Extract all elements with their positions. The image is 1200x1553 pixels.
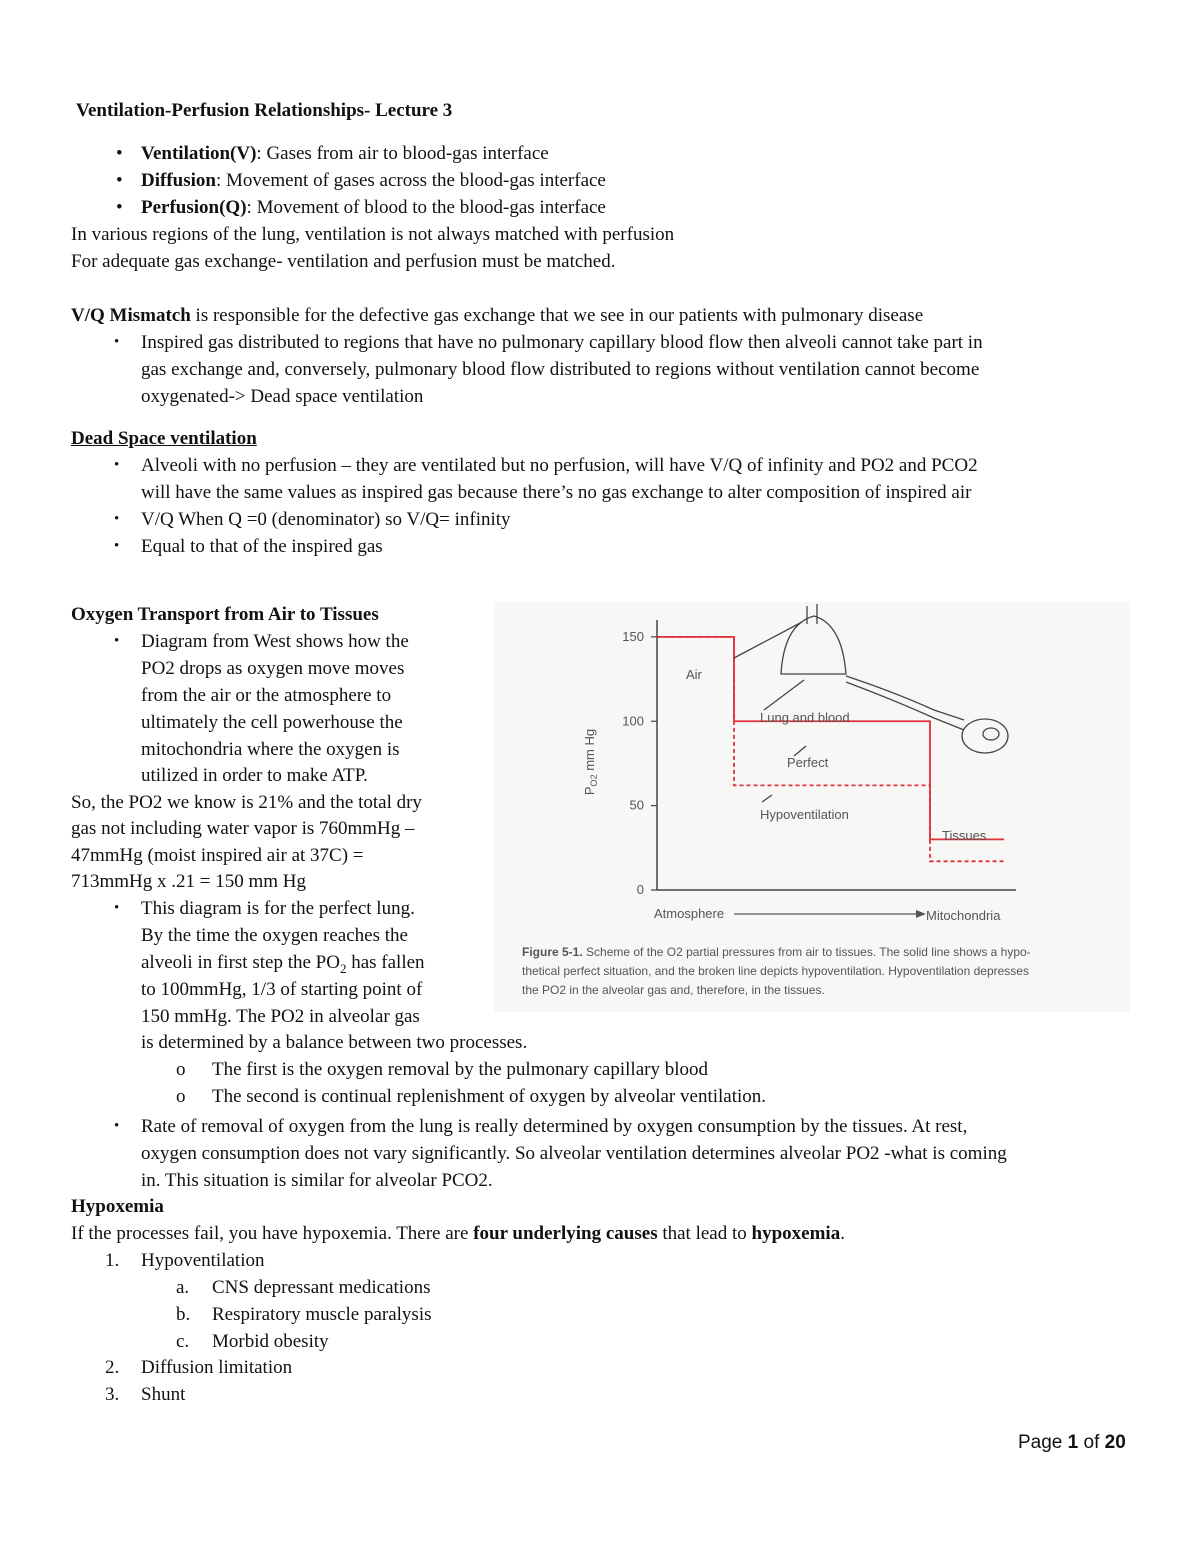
definition-text: : Gases from air to blood-gas interface bbox=[256, 143, 549, 164]
list-item: Diffusion limitation bbox=[141, 1357, 293, 1378]
o-marker: o bbox=[176, 1059, 186, 1080]
definition-text: : Movement of gases across the blood-gas interface bbox=[215, 170, 606, 191]
bullet-icon: • bbox=[114, 538, 120, 554]
dead-space-heading: Dead Space ventilation bbox=[71, 428, 257, 449]
sublist-letter: b. bbox=[176, 1304, 191, 1325]
label-atmosphere: Atmosphere bbox=[654, 906, 725, 921]
oxygen-bullet-line: By the time the oxygen reaches the bbox=[141, 925, 408, 946]
bullet-icon: • bbox=[114, 633, 120, 649]
list-number: 1. bbox=[105, 1250, 120, 1271]
definition-perfusion bbox=[141, 194, 606, 221]
oxygen-bullet-line: mitochondria where the oxygen is bbox=[141, 739, 400, 760]
y-tick-label: 0 bbox=[636, 882, 644, 897]
vq-mismatch-paragraph bbox=[71, 302, 923, 329]
oxygen-transport-heading: Oxygen Transport from Air to Tissues bbox=[71, 604, 379, 625]
figure-svg bbox=[494, 602, 1130, 1012]
oxygen-bullet-line: oxygen consumption does not vary significantly. So alveolar ventilation determines alveolar PO2 -what is coming bbox=[141, 1143, 1007, 1164]
definition-ventilation bbox=[141, 140, 549, 167]
label-air: Air bbox=[686, 667, 702, 682]
bullet-icon: • bbox=[116, 170, 123, 191]
y-tick-label: 50 bbox=[629, 797, 644, 813]
o-marker: o bbox=[176, 1086, 186, 1107]
oxygen-cascade-figure bbox=[494, 602, 1130, 1012]
oxygen-paragraph-line: 47mmHg (moist inspired air at 37C) = bbox=[71, 845, 364, 866]
bullet-icon: • bbox=[114, 1118, 120, 1134]
intro-emphasis: hypoxemia bbox=[751, 1223, 841, 1244]
label-lung-and-blood: Lung and blood bbox=[760, 710, 850, 725]
page-number bbox=[1018, 1430, 1126, 1456]
oxygen-bullet-line: in. This situation is similar for alveolar PCO2. bbox=[141, 1170, 493, 1191]
dead-space-bullet-line: V/Q When Q =0 (denominator) so V/Q= infinity bbox=[141, 509, 511, 530]
list-item: Shunt bbox=[141, 1384, 186, 1405]
oxygen-bullet-line: utilized in order to make ATP. bbox=[141, 765, 368, 786]
po2-text: alveoli in first step the PO bbox=[141, 952, 340, 973]
oxygen-bullet-line: Rate of removal of oxygen from the lung is really determined by oxygen consumption by the tissues. At rest, bbox=[141, 1116, 968, 1137]
intro-emphasis: four underlying causes bbox=[473, 1223, 658, 1244]
intro-line: For adequate gas exchange- ventilation and perfusion must be matched. bbox=[71, 251, 616, 272]
figure-caption-line: thetical perfect situation, and the broken line depicts hypoventilation. Hypoventilation depresses bbox=[522, 964, 1029, 978]
intro-part: If the processes fail, you have hypoxemia. There are bbox=[71, 1223, 474, 1244]
oxygen-bullet-line: to 100mmHg, 1/3 of starting point of bbox=[141, 979, 423, 1000]
y-tick-label: 100 bbox=[622, 713, 644, 729]
process-item: The second is continual replenishment of oxygen by alveolar ventilation. bbox=[212, 1086, 767, 1107]
label-tissues: Tissues bbox=[942, 828, 987, 843]
bullet-icon: • bbox=[114, 511, 120, 527]
po2-text-tail: has fallen bbox=[346, 952, 425, 973]
definition-text: : Movement of blood to the blood-gas interface bbox=[246, 197, 606, 218]
oxygen-bullet-line: ultimately the cell powerhouse the bbox=[141, 712, 403, 733]
page-word: Page bbox=[1018, 1432, 1063, 1453]
list-item: Hypoventilation bbox=[141, 1250, 265, 1271]
sublist-letter: c. bbox=[176, 1331, 190, 1352]
bullet-icon: • bbox=[116, 143, 123, 164]
intro-part: . bbox=[840, 1223, 845, 1244]
hypoxemia-intro bbox=[71, 1220, 845, 1247]
figure-caption-line: the PO2 in the alveolar gas and, therefore, in the tissues. bbox=[522, 983, 825, 997]
vq-bullet-line: Inspired gas distributed to regions that have no pulmonary capillary blood flow then alveoli cannot take part in bbox=[141, 332, 983, 353]
of-word: of bbox=[1083, 1432, 1100, 1453]
sublist-item: Morbid obesity bbox=[212, 1331, 329, 1352]
current-page: 1 bbox=[1067, 1432, 1079, 1453]
oxygen-paragraph-line: gas not including water vapor is 760mmHg – bbox=[71, 818, 415, 839]
label-mitochondria: Mitochondria bbox=[926, 908, 1001, 923]
dead-space-bullet-line: will have the same values as inspired gas because there’s no gas exchange to alter composition of inspired air bbox=[141, 482, 972, 503]
oxygen-bullet-line: from the air or the atmosphere to bbox=[141, 685, 392, 706]
vq-term: V/Q Mismatch bbox=[71, 305, 191, 326]
process-item: The first is the oxygen removal by the pulmonary capillary blood bbox=[212, 1059, 708, 1080]
oxygen-paragraph-line: So, the PO2 we know is 21% and the total dry bbox=[71, 792, 422, 813]
oxygen-bullet-line: Diagram from West shows how the bbox=[141, 631, 409, 652]
oxygen-bullet-line: 150 mmHg. The PO2 in alveolar gas bbox=[141, 1006, 420, 1027]
bullet-icon: • bbox=[116, 197, 123, 218]
vq-bullet-line: gas exchange and, conversely, pulmonary blood flow distributed to regions without ventilation cannot become bbox=[141, 359, 980, 380]
sublist-item: CNS depressant medications bbox=[212, 1277, 431, 1298]
vq-bullet-line: oxygenated-> Dead space ventilation bbox=[141, 386, 424, 407]
oxygen-paragraph-line: 713mmHg x .21 = 150 mm Hg bbox=[71, 871, 307, 892]
vq-text: is responsible for the defective gas exchange that we see in our patients with pulmonary disease bbox=[190, 305, 924, 326]
intro-part: that lead to bbox=[657, 1223, 752, 1244]
y-tick-label: 150 bbox=[622, 628, 644, 644]
oxygen-bullet-line: This diagram is for the perfect lung. bbox=[141, 898, 415, 919]
list-number: 2. bbox=[105, 1357, 120, 1378]
definition-term: Diffusion bbox=[141, 170, 216, 191]
bullet-icon: • bbox=[114, 900, 120, 916]
definition-term: Perfusion(Q) bbox=[141, 197, 247, 218]
hypoxemia-heading: Hypoxemia bbox=[71, 1196, 164, 1217]
definition-diffusion bbox=[141, 167, 606, 194]
bullet-icon: • bbox=[114, 334, 120, 350]
y-axis-label: $P_{O2}$ mm Hg bbox=[582, 728, 599, 796]
dead-space-bullet-line: Alveoli with no perfusion – they are ventilated but no perfusion, will have V/Q of infinity and PO2 and PCO2 bbox=[141, 455, 978, 476]
definition-term: Ventilation(V) bbox=[141, 143, 257, 164]
list-number: 3. bbox=[105, 1384, 120, 1405]
label-perfect: Perfect bbox=[787, 755, 829, 770]
bullet-icon: • bbox=[114, 457, 120, 473]
dead-space-bullet-line: Equal to that of the inspired gas bbox=[141, 536, 383, 557]
figure-caption-line: Figure 5-1. Scheme of the O2 partial pressures from air to tissues. The solid line shows a hypo- bbox=[522, 945, 1031, 959]
sublist-letter: a. bbox=[176, 1277, 190, 1298]
page-title: Ventilation-Perfusion Relationships- Lecture 3 bbox=[76, 100, 453, 121]
sublist-item: Respiratory muscle paralysis bbox=[212, 1304, 432, 1325]
oxygen-bullet-line: PO2 drops as oxygen move moves bbox=[141, 658, 405, 679]
subscript-2: 2 bbox=[339, 960, 347, 976]
label-hypoventilation: Hypoventilation bbox=[760, 807, 849, 822]
intro-line: In various regions of the lung, ventilation is not always matched with perfusion bbox=[71, 224, 675, 245]
total-pages: 20 bbox=[1104, 1432, 1126, 1453]
oxygen-bullet-line: is determined by a balance between two processes. bbox=[141, 1032, 528, 1053]
